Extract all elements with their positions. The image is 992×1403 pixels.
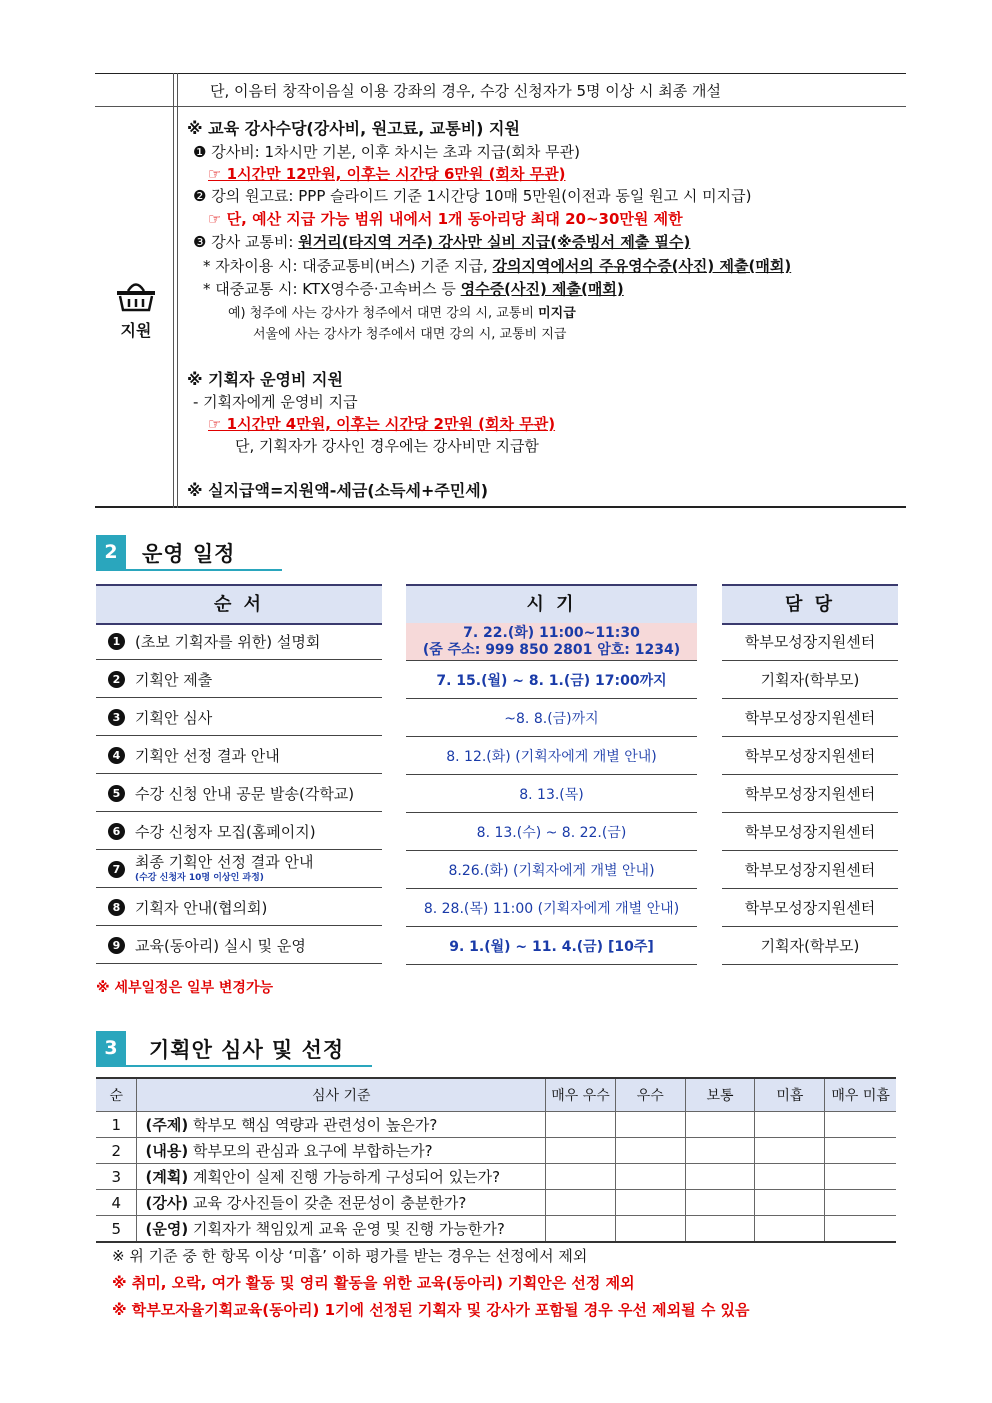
section-2-underline (96, 569, 282, 571)
step-number-icon: 9 (108, 937, 125, 954)
rating-cell[interactable] (755, 1138, 825, 1164)
net-pay-note: ※ 실지급액=지원액-세금(소득세+주민세) (187, 481, 489, 500)
schedule-owner-9: 기획자(학부모) (722, 927, 898, 965)
schedule-time-6 (406, 813, 697, 851)
schedule-task-9 (96, 927, 382, 964)
rating-cell[interactable] (546, 1112, 616, 1138)
lecturer-allowance-title: ※ 교육 강사수당(강사비, 원고료, 교통비) 지원 (187, 119, 520, 138)
step-number-icon: 3 (108, 709, 125, 726)
schedule-task-label: 기획안 선정 결과 안내 (135, 746, 280, 765)
review-row (96, 1164, 896, 1190)
review-header-row (96, 1078, 896, 1112)
rating-cell[interactable] (546, 1190, 616, 1216)
transport-car-emph: 강의지역에서의 주유영수증(사진) 제출(매회) (492, 257, 792, 275)
schedule-time-label: 7. 22.(화) 11:00~11:30 (463, 624, 640, 641)
schedule-time-5 (406, 775, 697, 813)
review-note-1: ※ 위 기준 중 한 항목 이상 ‘미흡’ 이하 평가를 받는 경우는 선정에서 제외 (112, 1247, 588, 1265)
schedule-task-2 (96, 661, 382, 698)
rating-cell[interactable] (755, 1164, 825, 1190)
review-criterion (137, 1112, 546, 1138)
schedule-owner-7: 학부모성장지원센터 (722, 851, 898, 889)
rating-cell[interactable] (825, 1112, 896, 1138)
schedule-owner-6: 학부모성장지원센터 (722, 813, 898, 851)
schedule-time-2 (406, 661, 697, 699)
rating-cell[interactable] (685, 1216, 755, 1243)
review-criterion-text: 학부모의 관심과 요구에 부합하는가? (188, 1142, 433, 1160)
schedule-task-8 (96, 889, 382, 926)
review-row-number: 4 (96, 1190, 137, 1216)
transport-public-prefix: * 대중교통 시: KTX영수증·고속버스 등 (203, 280, 461, 298)
basket-icon (114, 278, 158, 312)
rating-cell[interactable] (615, 1112, 685, 1138)
review-header-excellent: 매우 우수 (546, 1078, 616, 1112)
transport-public-emph: 영수증(사진) 제출(매회) (460, 280, 624, 298)
schedule-header-time: 시 기 (406, 584, 697, 625)
schedule-zoom-info: (줌 주소: 999 850 2801 암호: 1234) (422, 641, 681, 658)
review-criterion-text: 학부모 핵심 역량과 관련성이 높은가? (188, 1116, 438, 1134)
schedule-task-1 (96, 623, 382, 660)
transport-fee-item (193, 231, 690, 252)
rating-cell[interactable] (546, 1138, 616, 1164)
schedule-owner-3: 학부모성장지원센터 (722, 699, 898, 737)
rating-cell[interactable] (615, 1164, 685, 1190)
step-number-icon: 6 (108, 823, 125, 840)
lecturer-fee-item: ❶ 강사비: 1차시만 기본, 이후 차시는 초과 지급(회차 무관) (193, 143, 580, 161)
review-row (96, 1190, 896, 1216)
rating-cell[interactable] (825, 1164, 896, 1190)
schedule-time-3 (406, 699, 697, 737)
schedule-time-label: ~8. 8.(금)까지 (504, 710, 599, 727)
schedule-note: ※ 세부일정은 일부 변경가능 (96, 980, 273, 996)
rating-cell[interactable] (685, 1190, 755, 1216)
schedule-time-7 (406, 851, 697, 889)
rating-cell[interactable] (825, 1138, 896, 1164)
review-criterion (137, 1190, 546, 1216)
support-table (95, 73, 906, 508)
review-header-criteria: 심사 기준 (137, 1078, 546, 1112)
planner-allowance-item: - 기획자에게 운영비 지급 (193, 393, 358, 411)
schedule-task-5 (96, 775, 382, 812)
schedule-task-label: (초보 기획자를 위한) 설명회 (135, 632, 321, 651)
step-number-icon: 4 (108, 747, 125, 764)
schedule-owner-8: 학부모성장지원센터 (722, 889, 898, 927)
schedule-task-label: 수강 신청 안내 공문 발송(각학교) (135, 784, 355, 803)
rating-cell[interactable] (685, 1112, 755, 1138)
step-number-icon: 1 (108, 633, 125, 650)
schedule-header-order: 순 서 (96, 584, 382, 625)
support-label-cell (114, 278, 158, 341)
review-row (96, 1112, 896, 1138)
schedule-time-8 (406, 889, 697, 927)
section-2-number: 2 (96, 535, 126, 569)
schedule-owner-4: 학부모성장지원센터 (722, 737, 898, 775)
schedule-task-label: 기획안 제출 (135, 670, 213, 689)
section-3-number: 3 (96, 1031, 126, 1065)
review-header-no: 순 (96, 1078, 137, 1112)
schedule-time-label: 8. 13.(수) ~ 8. 22.(금) (476, 824, 627, 841)
review-row (96, 1216, 896, 1243)
planner-allowance-title: ※ 기획자 운영비 지원 (187, 370, 343, 389)
planner-allowance-note: ☞ 1시간만 4만원, 이후는 시간당 2만원 (회차 무관) (208, 415, 556, 433)
schedule-owner-1: 학부모성장지원센터 (722, 623, 898, 661)
rating-cell[interactable] (615, 1190, 685, 1216)
review-header-very-poor: 매우 미흡 (825, 1078, 896, 1112)
review-criterion-key: (강사) (145, 1194, 189, 1212)
review-row-number: 1 (96, 1112, 137, 1138)
review-row-number: 3 (96, 1164, 137, 1190)
rating-cell[interactable] (615, 1138, 685, 1164)
support-label: 지원 (120, 321, 152, 340)
planner-allowance-sub: 단, 기획자가 강사인 경우에는 강사비만 지급함 (235, 437, 539, 455)
manuscript-fee-note: ☞ 단, 예산 지급 가능 범위 내에서 1개 동아리당 최대 20~30만원 제한 (208, 210, 683, 228)
transport-fee-emph: 원거리(타지역 거주) 강사만 실비 지급(※증빙서 제출 필수) (298, 233, 691, 251)
schedule-time-label: 8. 28.(목) 11:00 (기획자에게 개별 안내) (423, 900, 680, 917)
schedule-task-7 (96, 851, 382, 888)
step-number-icon: 7 (108, 861, 125, 878)
lecturer-fee-note: ☞ 1시간만 12만원, 이후는 시간당 6만원 (회차 무관) (208, 165, 566, 183)
review-criterion-key: (주제) (145, 1116, 189, 1134)
schedule-owner-2: 기획자(학부모) (722, 661, 898, 699)
schedule-task-3 (96, 699, 382, 736)
manuscript-fee-item: ❷ 강의 원고료: PPP 슬라이드 기준 1시간당 10매 5만원(이전과 동일 원고 시 미지급) (193, 187, 752, 205)
review-note-2: ※ 취미, 오락, 여가 활동 및 영리 활동을 위한 교육(동아리) 기획안은 선정 제외 (112, 1274, 635, 1292)
schedule-time-label: 8. 12.(화) (기획자에게 개별 안내) (446, 748, 657, 765)
schedule-header-owner: 담 당 (722, 584, 898, 625)
schedule-task-4 (96, 737, 382, 774)
section-3-title: 기획안 심사 및 선정 (149, 1038, 345, 1062)
review-criterion-text: 교육 강사진들이 갖춘 전문성이 충분한가? (188, 1194, 467, 1212)
schedule-owner-5: 학부모성장지원센터 (722, 775, 898, 813)
review-row-number: 5 (96, 1216, 137, 1243)
rating-cell[interactable] (615, 1216, 685, 1243)
transport-car (203, 255, 791, 276)
step-number-icon: 2 (108, 671, 125, 688)
transport-public (203, 278, 624, 299)
rating-cell[interactable] (685, 1164, 755, 1190)
transport-example-2: 서울에 사는 강사가 청주에서 대면 강의 시, 교통비 지급 (253, 327, 567, 342)
example1-prefix: 예) 청주에 사는 강사가 청주에서 대면 강의 시, 교통비 (228, 306, 539, 321)
schedule-time-label: 8.26.(화) (기획자에게 개별 안내) (448, 862, 655, 879)
review-header-poor: 미흡 (755, 1078, 825, 1112)
support-top-note: 단, 이음터 창작이음실 이용 강좌의 경우, 수강 신청자가 5명 이상 시 최종 개설 (210, 82, 721, 100)
schedule-task-label: 기획안 심사 (135, 708, 213, 727)
schedule-time-label: 9. 1.(월) ~ 11. 4.(금) [10주] (449, 938, 654, 955)
schedule-time-9 (406, 927, 697, 965)
rating-cell[interactable] (546, 1216, 616, 1243)
transport-example-1 (228, 302, 576, 321)
schedule-task-sublabel: (수강 신청자 10명 이상인 과정) (135, 873, 264, 883)
schedule-time-label: 8. 13.(목) (519, 786, 584, 803)
rating-cell[interactable] (755, 1112, 825, 1138)
rating-cell[interactable] (755, 1190, 825, 1216)
review-criterion-text: 기획자가 책임있게 교육 운영 및 진행 가능한가? (188, 1220, 505, 1238)
step-number-icon: 8 (108, 899, 125, 916)
schedule-task-label: 최종 기획안 선정 결과 안내 (135, 853, 314, 871)
step-number-icon: 5 (108, 785, 125, 802)
review-header-average: 보통 (685, 1078, 755, 1112)
review-criterion-text: 계획안이 실제 진행 가능하게 구성되어 있는가? (188, 1168, 501, 1186)
review-row (96, 1138, 896, 1164)
section-2-title: 운영 일정 (142, 542, 236, 566)
schedule-time-4 (406, 737, 697, 775)
example1-emph: 미지급 (538, 306, 576, 321)
review-row-number: 2 (96, 1138, 137, 1164)
rating-cell[interactable] (546, 1164, 616, 1190)
rating-cell[interactable] (825, 1216, 896, 1243)
schedule-task-6 (96, 813, 382, 850)
review-criterion (137, 1138, 546, 1164)
transport-car-prefix: * 자차이용 시: 대중교통비(버스) 기준 지급, (203, 257, 493, 275)
schedule-time-1 (406, 623, 697, 661)
schedule-task-label: 기획자 안내(협의회) (135, 898, 268, 917)
schedule-time-label: 7. 15.(월) ~ 8. 1.(금) 17:00까지 (436, 672, 667, 689)
review-criterion-key: (계획) (145, 1168, 189, 1186)
review-criterion-key: (운영) (145, 1220, 189, 1238)
schedule-task-label: 교육(동아리) 실시 및 운영 (135, 936, 306, 955)
schedule-task-label: 수강 신청자 모집(홈페이지) (135, 822, 316, 841)
rating-cell[interactable] (685, 1138, 755, 1164)
review-note-3: ※ 학부모자율기획교육(동아리) 1기에 선정된 기획자 및 강사가 포함될 경우 우선 제외될 수 있음 (112, 1301, 750, 1319)
review-table (96, 1077, 896, 1243)
review-criterion (137, 1216, 546, 1243)
transport-fee-prefix: ❸ 강사 교통비: (193, 233, 299, 251)
review-criterion (137, 1164, 546, 1190)
review-header-good: 우수 (615, 1078, 685, 1112)
section-3-underline (96, 1065, 372, 1067)
review-criterion-key: (내용) (145, 1142, 189, 1160)
rating-cell[interactable] (755, 1216, 825, 1243)
rating-cell[interactable] (825, 1190, 896, 1216)
